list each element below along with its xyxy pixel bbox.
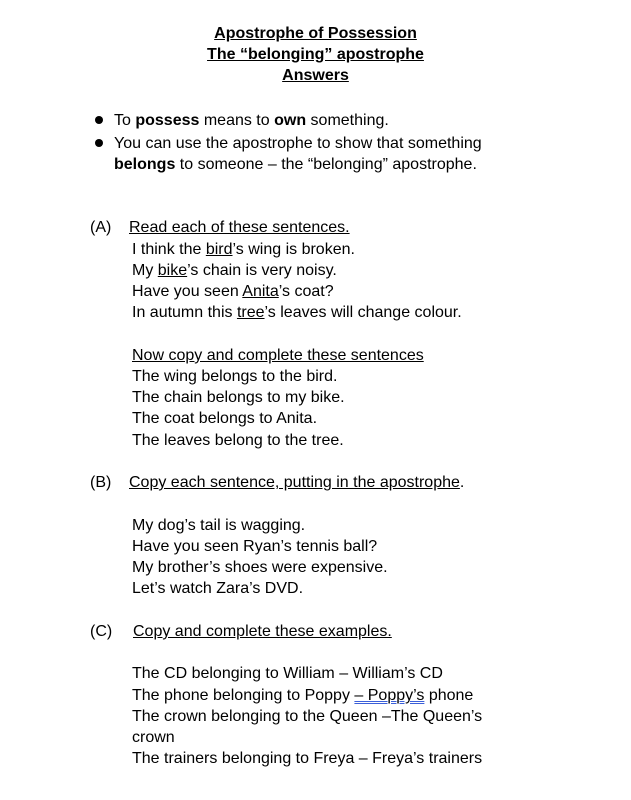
section-c-line-4: The trainers belonging to Freya – Freya’s trainers	[132, 750, 483, 767]
sentence-noun: Anita	[242, 283, 279, 300]
sentence-text: I think the	[132, 241, 206, 258]
bullet-dot-1	[95, 116, 103, 124]
section-c-label: (C)	[90, 623, 113, 640]
section-a-subheading: Now copy and complete these sentences	[132, 347, 424, 364]
section-c-line-2-text: phone	[424, 687, 474, 704]
section-c-line-3b: crown	[132, 729, 175, 746]
bullet-1	[114, 110, 389, 131]
sentence-text: ’s leaves will change colour.	[264, 304, 462, 321]
section-a-sentence-4	[132, 302, 462, 323]
section-b-heading: Copy each sentence, putting in the apostrophe	[129, 474, 460, 491]
section-a-heading: Read each of these sentences.	[129, 219, 350, 236]
bullet-dot-2	[95, 139, 103, 147]
section-c-line-2	[132, 685, 473, 706]
bullet-2-line-2	[114, 154, 482, 175]
bullet-1-text: something.	[306, 112, 389, 129]
sentence-text: In autumn this	[132, 304, 237, 321]
sentence-noun: bike	[157, 262, 188, 279]
section-c-line-3a: The crown belonging to the Queen –The Queen’s	[132, 708, 483, 725]
bullet-1-text: means to	[199, 112, 275, 129]
section-a-sentence-1	[132, 239, 355, 260]
title-line-2: The “belonging” apostrophe	[207, 46, 424, 63]
section-b-answer-3: My brother’s shoes were expensive.	[132, 559, 388, 576]
bullet-2-line-1: You can use the apostrophe to show that something	[114, 135, 482, 152]
section-b-heading-period: .	[459, 474, 465, 491]
bullet-1-bold-possess: possess	[135, 112, 200, 129]
section-c-line-1: The CD belonging to William – William’s CD	[132, 665, 443, 682]
section-a-answer-1: The wing belongs to the bird.	[132, 368, 338, 385]
bullet-2-text: to someone – the “belonging” apostrophe.	[175, 156, 477, 173]
section-c-heading: Copy and complete these examples.	[133, 623, 392, 640]
title-line-3: Answers	[282, 67, 349, 84]
section-a-sentence-2	[132, 260, 337, 281]
sentence-text: My	[132, 262, 158, 279]
sentence-text: ’s wing is broken.	[232, 241, 355, 258]
section-a-label: (A)	[90, 219, 112, 236]
sentence-noun: bird	[205, 241, 233, 258]
section-b-answer-2: Have you seen Ryan’s tennis ball?	[132, 538, 378, 555]
section-b-label: (B)	[90, 474, 112, 491]
spellcheck-marked-text: – Poppy’s	[354, 687, 425, 704]
section-a-answer-4: The leaves belong to the tree.	[132, 432, 344, 449]
bullet-2	[114, 133, 482, 175]
bullet-1-text: To	[114, 112, 136, 129]
section-a-answer-2: The chain belongs to my bike.	[132, 389, 345, 406]
section-b-heading-line	[129, 472, 464, 493]
section-a-answer-3: The coat belongs to Anita.	[132, 410, 318, 427]
sentence-text: ’s chain is very noisy.	[187, 262, 337, 279]
sentence-text: Have you seen	[132, 283, 243, 300]
title-line-1: Apostrophe of Possession	[214, 25, 417, 42]
bullet-1-bold-own: own	[274, 112, 307, 129]
section-a-sentence-3	[132, 281, 334, 302]
section-c-line-2-text: The phone belonging to Poppy	[132, 687, 355, 704]
section-b-answer-1: My dog’s tail is wagging.	[132, 517, 306, 534]
section-b-answer-4: Let’s watch Zara’s DVD.	[132, 580, 304, 597]
bullet-2-bold-belongs: belongs	[114, 156, 176, 173]
sentence-noun: tree	[236, 304, 265, 321]
sentence-text: ’s coat?	[278, 283, 334, 300]
